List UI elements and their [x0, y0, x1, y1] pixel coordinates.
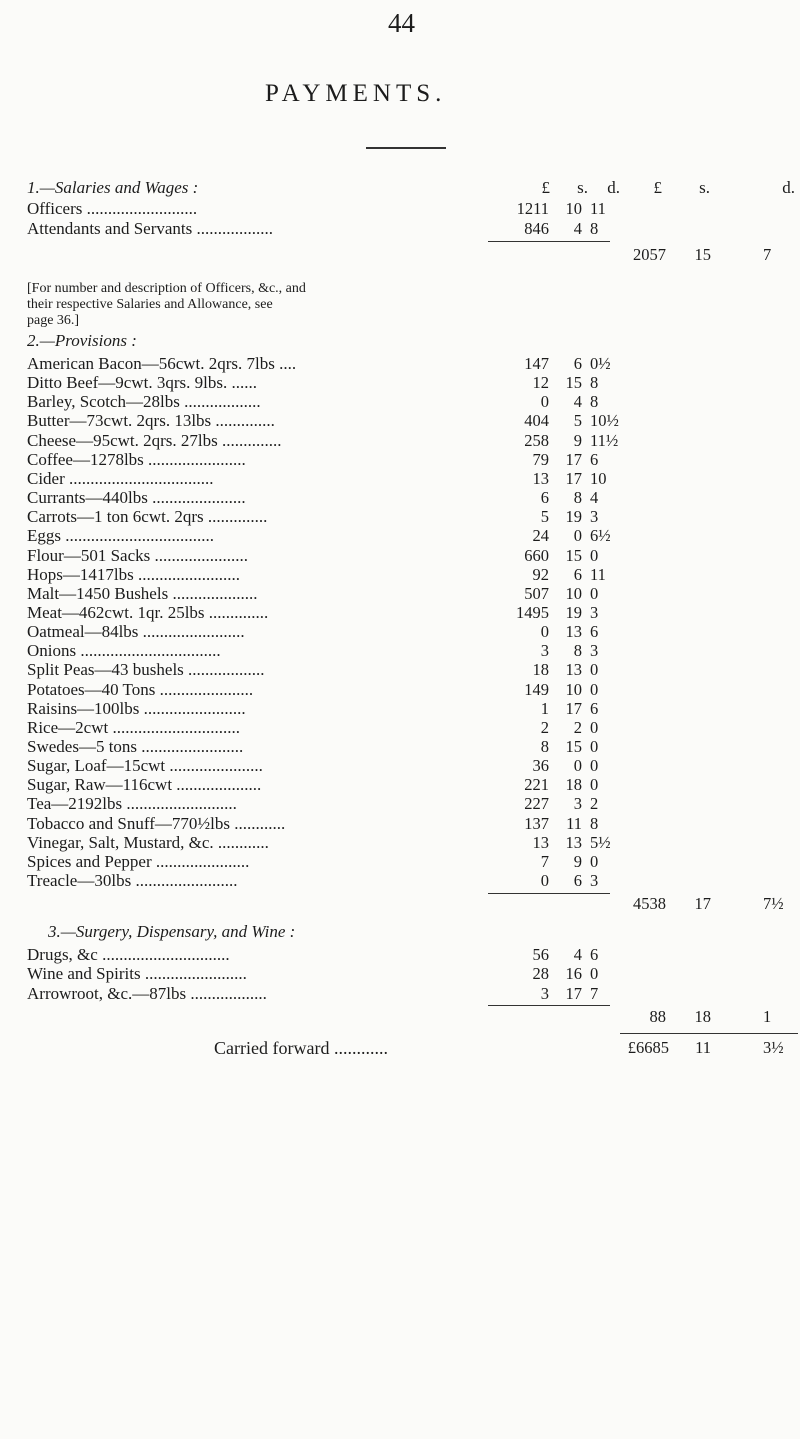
row-pence: 0	[590, 737, 599, 756]
row-pounds: 2	[540, 717, 549, 737]
header-shillings: s.	[577, 178, 588, 197]
row-label: Cider ..................................	[27, 468, 214, 488]
row-pounds: 3	[540, 983, 549, 1003]
row-label: Split Peas—43 bushels ..................	[27, 660, 265, 680]
row-pence: 6	[590, 698, 599, 718]
row-label: Officers ..........................	[27, 199, 198, 218]
carried-forward-pounds: £6685	[627, 1037, 669, 1057]
row-pounds: 149	[524, 679, 549, 699]
row-label: Currants—440lbs ......................	[27, 488, 246, 508]
row-shillings: 0	[573, 526, 582, 546]
row-pence: 10½	[590, 411, 619, 431]
row-label: Coffee—1278lbs .......................	[27, 449, 246, 469]
row-shillings: 13	[565, 622, 582, 642]
row-pence: 4	[590, 488, 599, 508]
page-number: 44	[388, 8, 415, 38]
row-shillings: 17	[565, 449, 582, 469]
row-label: Barley, Scotch—28lbs ..................	[27, 392, 261, 412]
row-pounds: 13	[532, 832, 549, 852]
row-shillings: 0	[573, 756, 582, 776]
row-pounds: 0	[540, 622, 549, 642]
section-total-pounds: 2057	[633, 245, 666, 264]
row-pence: 11½	[590, 430, 619, 450]
row-shillings: 19	[565, 602, 582, 622]
section-total-pounds: 88	[649, 1006, 666, 1026]
row-shillings: 6	[573, 354, 582, 373]
row-pounds: 404	[524, 411, 549, 431]
row-shillings: 8	[573, 641, 582, 661]
row-label: Wine and Spirits ........................	[27, 964, 247, 984]
row-pence: 8	[590, 813, 599, 833]
row-shillings: 15	[565, 373, 582, 393]
row-pence: 8	[590, 392, 599, 412]
row-pence: 0½	[590, 354, 611, 373]
row-pence: 6	[590, 945, 599, 965]
sum-rule	[488, 241, 610, 242]
row-label: Swedes—5 tons ........................	[27, 737, 244, 756]
section-heading: 1.—Salaries and Wages :	[27, 178, 199, 197]
row-shillings: 8	[573, 488, 582, 508]
row-shillings: 9	[573, 430, 582, 450]
note-line: their respective Salaries and Allowance, see	[27, 297, 273, 312]
row-pence: 0	[590, 775, 599, 795]
row-label: American Bacon—56cwt. 2qrs. 7lbs ....	[27, 354, 297, 373]
row-shillings: 19	[565, 507, 582, 527]
row-pence: 3	[590, 641, 599, 661]
row-label: Drugs, &c ..............................	[27, 945, 230, 965]
row-label: Attendants and Servants ..................	[27, 219, 273, 238]
row-pence: 11	[590, 199, 606, 218]
row-pence: 5½	[590, 832, 611, 852]
row-shillings: 13	[565, 832, 582, 852]
row-shillings: 6	[573, 564, 582, 584]
row-shillings: 10	[565, 679, 582, 699]
row-shillings: 18	[565, 775, 582, 795]
row-pence: 11	[590, 564, 606, 584]
row-pence: 3	[590, 871, 599, 891]
row-pounds: 92	[532, 564, 549, 584]
header-total-pounds: £	[653, 178, 662, 197]
row-label: Flour—501 Sacks ......................	[27, 545, 248, 565]
row-label: Ditto Beef—9cwt. 3qrs. 9lbs. ......	[27, 373, 257, 393]
row-label: Potatoes—40 Tons ......................	[27, 679, 254, 699]
page-title: PAYMENTS.	[265, 80, 447, 107]
row-label: Raisins—100lbs ........................	[27, 698, 246, 718]
row-label: Cheese—95cwt. 2qrs. 27lbs ..............	[27, 430, 282, 450]
section-total-pounds: 4538	[633, 894, 666, 914]
row-shillings: 17	[565, 983, 582, 1003]
section-total-shillings: 15	[694, 245, 711, 264]
section-heading: 3.—Surgery, Dispensary, and Wine :	[48, 922, 296, 942]
row-pounds: 13	[532, 468, 549, 488]
row-pence: 0	[590, 964, 599, 984]
row-label: Butter—73cwt. 2qrs. 13lbs ..............	[27, 411, 275, 431]
row-pounds: 660	[524, 545, 549, 565]
row-label: Hops—1417lbs ........................	[27, 564, 240, 584]
row-pounds: 1	[540, 698, 549, 718]
row-pounds: 8	[540, 737, 549, 756]
row-label: Sugar, Raw—116cwt ....................	[27, 775, 262, 795]
header-total-pence: d.	[782, 178, 795, 197]
row-shillings: 2	[573, 717, 582, 737]
row-pence: 10	[590, 468, 607, 488]
row-pence: 6	[590, 622, 599, 642]
carried-forward-pence: 3½	[763, 1037, 784, 1057]
row-pence: 0	[590, 851, 599, 871]
row-pence: 3	[590, 602, 599, 622]
sum-rule	[620, 1033, 798, 1034]
row-label: Spices and Pepper ......................	[27, 851, 250, 871]
row-pounds: 24	[532, 526, 549, 546]
row-pounds: 1211	[516, 199, 549, 218]
row-pence: 0	[590, 679, 599, 699]
carried-forward-label: Carried forward ............	[214, 1037, 388, 1058]
row-shillings: 9	[573, 851, 582, 871]
section-total-shillings: 17	[694, 894, 711, 914]
carried-forward-shillings: 11	[695, 1037, 711, 1057]
section-total-pence: 1	[763, 1006, 772, 1026]
row-shillings: 4	[573, 945, 582, 965]
row-label: Tobacco and Snuff—770½lbs ............	[27, 813, 286, 833]
row-pence: 0	[590, 545, 599, 565]
row-pounds: 79	[532, 449, 549, 469]
row-pence: 6	[590, 449, 599, 469]
row-pounds: 258	[524, 430, 549, 450]
row-pounds: 56	[532, 945, 549, 965]
header-total-shillings: s.	[699, 178, 710, 197]
row-pounds: 147	[524, 354, 549, 373]
section-heading: 2.—Provisions :	[27, 331, 137, 350]
row-pounds: 137	[524, 813, 549, 833]
row-shillings: 10	[565, 199, 582, 218]
row-pounds: 221	[524, 775, 549, 795]
row-pence: 2	[590, 794, 599, 814]
row-shillings: 17	[565, 468, 582, 488]
row-shillings: 3	[573, 794, 582, 814]
row-shillings: 17	[565, 698, 582, 718]
header-pounds: £	[541, 178, 550, 197]
sum-rule	[488, 893, 610, 894]
note-line: page 36.]	[27, 313, 80, 328]
row-shillings: 15	[565, 545, 582, 565]
row-pounds: 28	[532, 964, 549, 984]
row-label: Meat—462cwt. 1qr. 25lbs ..............	[27, 602, 269, 622]
row-pounds: 0	[540, 392, 549, 412]
row-shillings: 5	[573, 411, 582, 431]
row-pounds: 846	[524, 219, 549, 238]
row-pence: 7	[590, 983, 599, 1003]
row-pence: 8	[590, 373, 599, 393]
row-pence: 0	[590, 660, 599, 680]
row-pounds: 507	[524, 583, 549, 603]
row-pence: 0	[590, 583, 599, 603]
note-line: [For number and description of Officers, &c., and	[27, 281, 306, 296]
row-shillings: 4	[573, 392, 582, 412]
row-shillings: 6	[573, 871, 582, 891]
row-label: Malt—1450 Bushels ....................	[27, 583, 258, 603]
row-pounds: 6	[540, 488, 549, 508]
row-label: Eggs ...................................	[27, 526, 214, 546]
row-pounds: 0	[540, 871, 549, 891]
row-shillings: 4	[573, 219, 582, 238]
row-pence: 3	[590, 507, 599, 527]
row-shillings: 16	[565, 964, 582, 984]
row-label: Tea—2192lbs ..........................	[27, 794, 237, 814]
row-label: Arrowroot, &c.—87lbs ..................	[27, 983, 267, 1003]
row-label: Treacle—30lbs ........................	[27, 871, 238, 891]
title-rule	[366, 147, 446, 149]
row-label: Vinegar, Salt, Mustard, &c. ............	[27, 832, 269, 852]
row-pounds: 12	[532, 373, 549, 393]
section-total-shillings: 18	[694, 1006, 711, 1026]
row-label: Carrots—1 ton 6cwt. 2qrs ..............	[27, 507, 268, 527]
section-total-pence: 7½	[763, 894, 784, 914]
row-shillings: 11	[566, 813, 582, 833]
header-pence: d.	[607, 178, 620, 197]
row-pounds: 3	[540, 641, 549, 661]
row-shillings: 10	[565, 583, 582, 603]
row-pence: 6½	[590, 526, 611, 546]
row-label: Rice—2cwt ..............................	[27, 717, 240, 737]
section-total-pence: 7	[763, 245, 772, 264]
row-pounds: 18	[532, 660, 549, 680]
row-pounds: 7	[540, 851, 549, 871]
row-pounds: 227	[524, 794, 549, 814]
row-pence: 8	[590, 219, 599, 238]
row-pounds: 36	[532, 756, 549, 776]
row-pence: 0	[590, 717, 599, 737]
row-shillings: 15	[565, 737, 582, 756]
sum-rule	[488, 1005, 610, 1006]
row-label: Sugar, Loaf—15cwt ......................	[27, 756, 263, 776]
row-pounds: 1495	[516, 602, 549, 622]
row-pounds: 5	[540, 507, 549, 527]
row-pence: 0	[590, 756, 599, 776]
row-shillings: 13	[565, 660, 582, 680]
row-label: Onions .................................	[27, 641, 221, 661]
row-label: Oatmeal—84lbs ........................	[27, 622, 245, 642]
